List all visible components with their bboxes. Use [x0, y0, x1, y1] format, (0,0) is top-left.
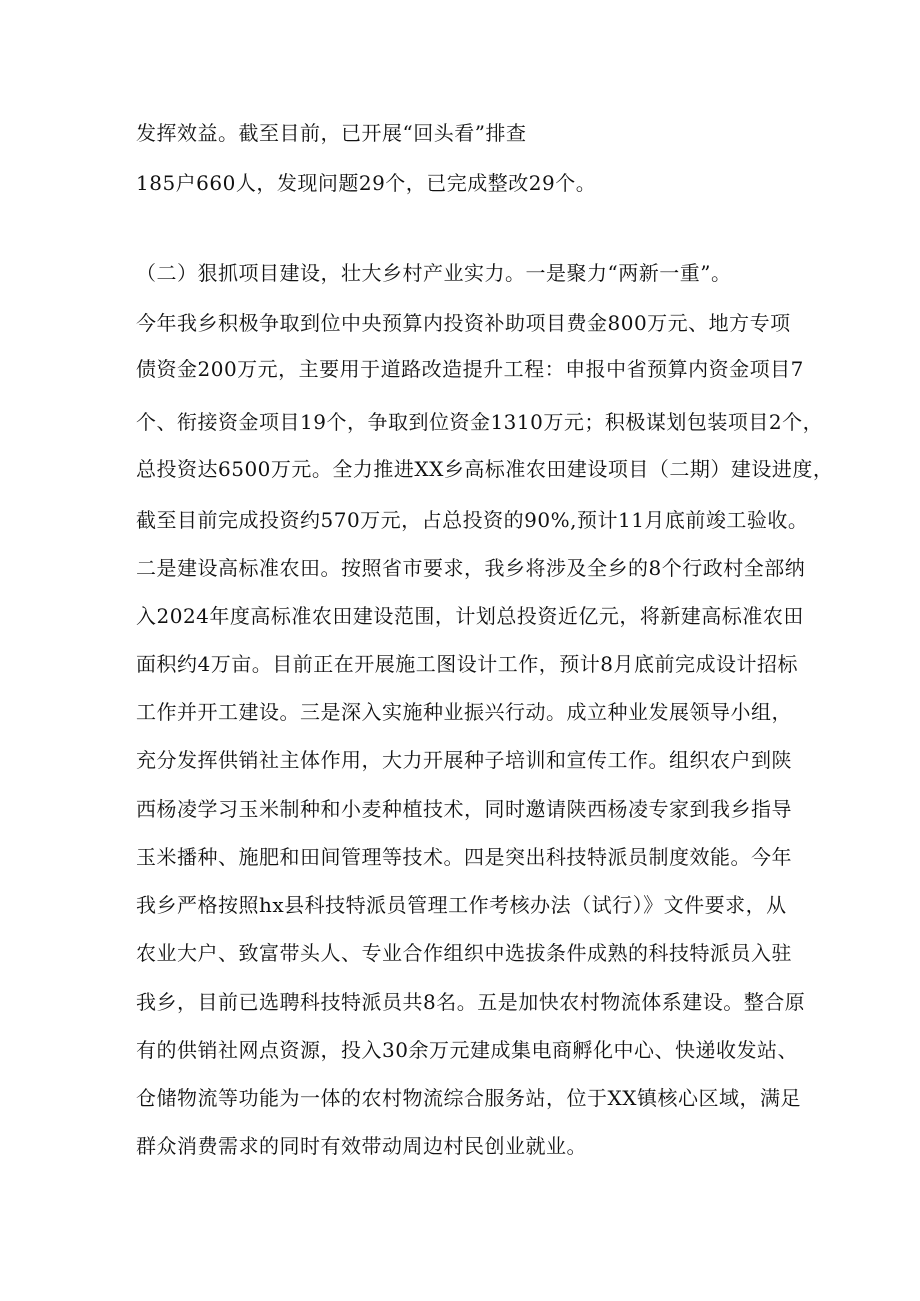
paragraph-line: 充分发挥供销社主体作用，大力开展种子培训和宣传工作。组织农户到陕: [136, 748, 792, 772]
paragraph-line: 我乡严格按照hx县科技特派员管理工作考核办法（试行）》文件要求，从: [136, 893, 787, 917]
paragraph-line: 债资金200万元，主要用于道路改造提升工程：申报中省预算内资金项目7: [136, 357, 804, 381]
paragraph-line: 截至目前完成投资约570万元，占总投资的90%,预计11月底前竣工验收。: [136, 508, 809, 532]
paragraph-line: 发挥效益。截至目前，已开展“回头看”排查: [136, 121, 527, 145]
paragraph-line: 入2024年度高标准农田建设范围，计划总投资近亿元，将新建高标准农田: [136, 604, 804, 628]
paragraph-line: 今年我乡积极争取到位中央预算内投资补助项目费金800万元、地方专项: [136, 311, 791, 335]
paragraph-line: 仓储物流等功能为一体的农村物流综合服务站，位于XX镇核心区域，满足: [136, 1086, 801, 1110]
paragraph-line: 农业大户、致富带头人、专业合作组织中选拔条件成熟的科技特派员入驻: [136, 941, 792, 965]
paragraph-line: 面积约4万亩。目前正在开展施工图设计工作，预计8月底前完成设计招标: [136, 652, 798, 676]
paragraph-line: 总投资达6500万元。全力推进XX乡高标准农田建设项目（二期）建设进度，: [136, 457, 834, 481]
paragraph-line: 185户660人，发现问题29个，已完成整改29个。: [136, 171, 597, 195]
paragraph-line: 个、衔接资金项目19个，争取到位资金1310万元；积极谋划包装项目2个，: [136, 410, 824, 434]
paragraph-line: 玉米播种、施肥和田间管理等技术。四是突出科技特派员制度效能。今年: [136, 845, 792, 869]
paragraph-line: 群众消费需求的同时有效带动周边村民创业就业。: [136, 1134, 587, 1158]
paragraph-line: 有的供销社网点资源，投入30余万元建成集电商孵化中心、快递收发站、: [136, 1038, 798, 1062]
paragraph-line: 二是建设高标准农田。按照省市要求，我乡将涉及全乡的8个行政村全部纳: [136, 556, 806, 580]
paragraph-line: 工作并开工建设。三是深入实施种业振兴行动。成立种业发展领导小组，: [136, 700, 792, 724]
paragraph-line: 我乡，目前已选聘科技特派员共8名。五是加快农村物流体系建设。整合原: [136, 990, 806, 1014]
section-heading: （二）狠抓项目建设，壮大乡村产业实力。一是聚力“两新一重”。: [136, 261, 732, 285]
paragraph-line: 西杨凌学习玉米制种和小麦种植技术，同时邀请陕西杨凌专家到我乡指导: [136, 797, 792, 821]
